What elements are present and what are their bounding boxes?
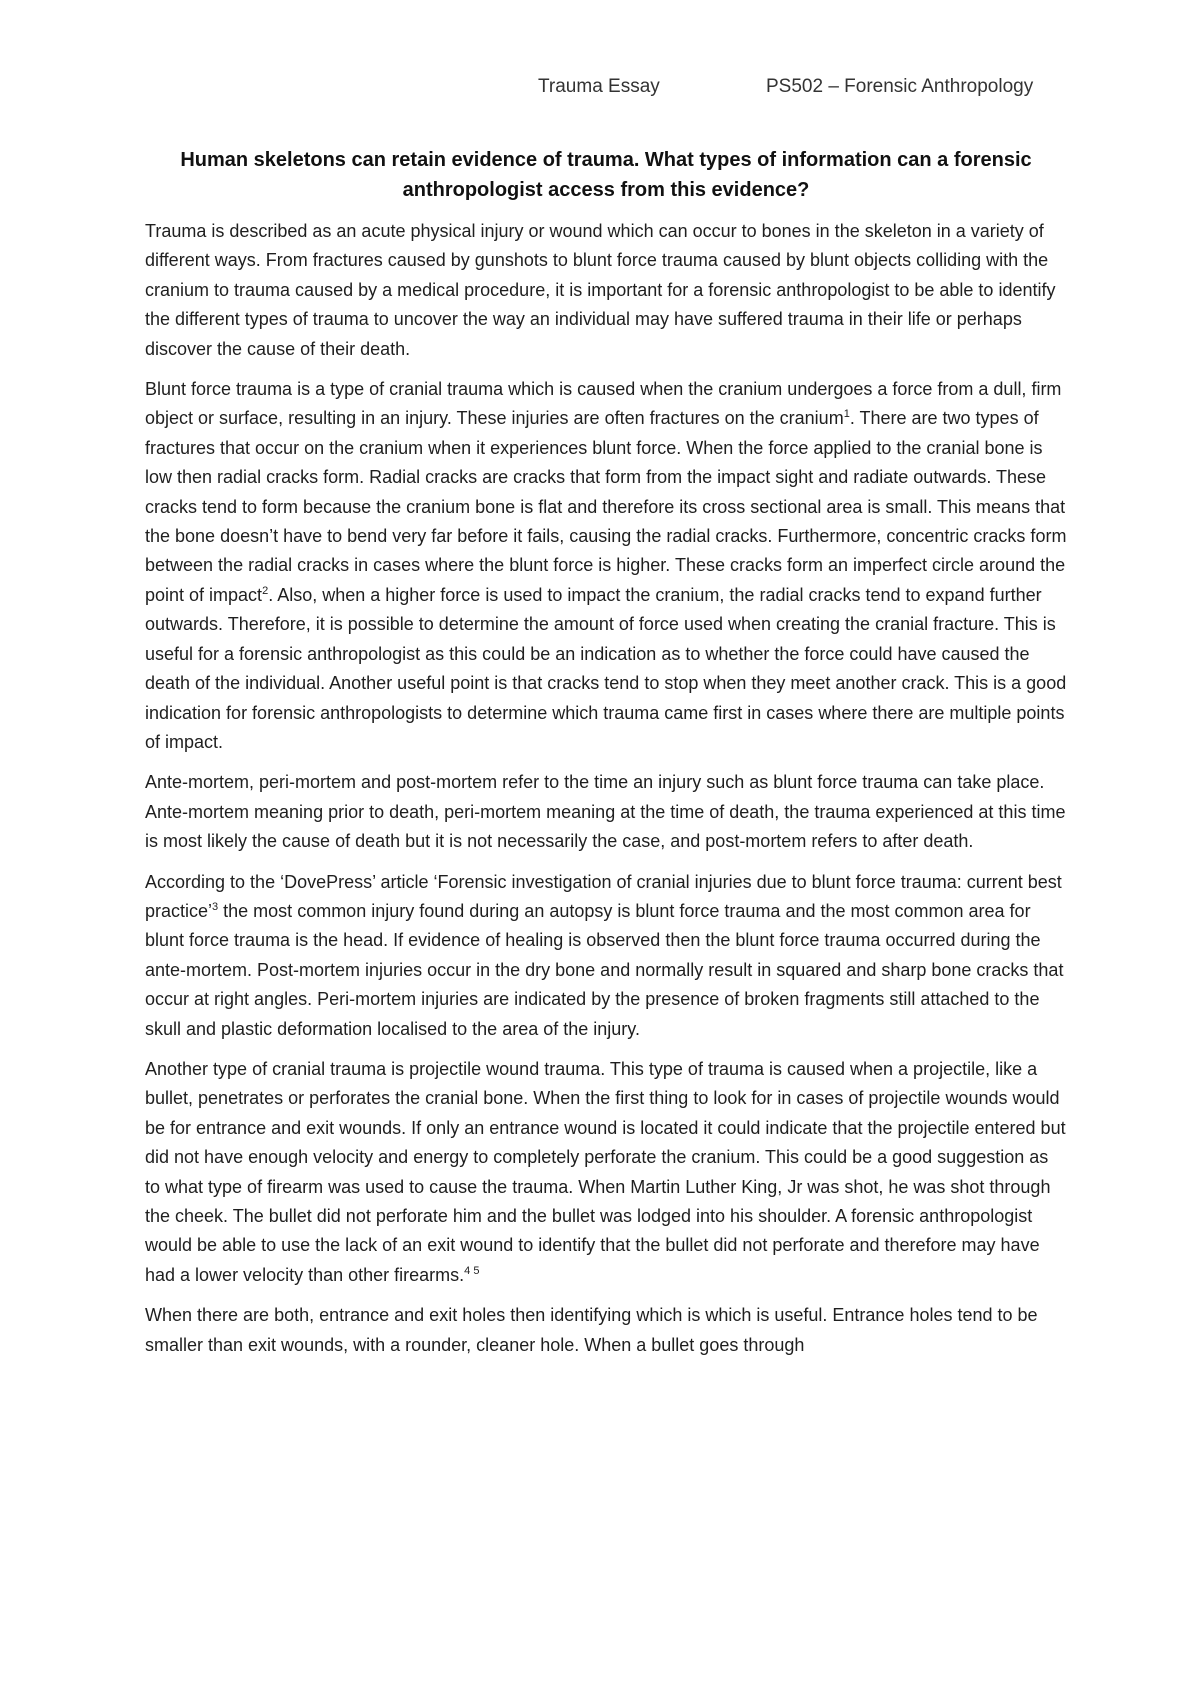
header-essay-title: Trauma Essay xyxy=(538,76,660,97)
page-header xyxy=(0,76,1200,102)
paragraph-projectile xyxy=(145,1055,1067,1290)
paragraph-text: Another type of cranial trauma is projectile wound trauma. This type of trauma is caused when a projectile, like a bullet, penetrates or perforates the cranial bone. When the first thing to look for in cases of projectile wounds would be for entrance and exit wounds. If only an entrance wound is located it could indicate that the projectile entered but did not have enough velocity and energy to completely perforate the cranium. This could be a good suggestion as to what type of firearm was used to cause the trauma. When Martin Luther King, Jr was shot, he was shot through the cheek. The bullet did not perforate him and the bullet was lodged into his shoulder. A forensic anthropologist would be able to use the lack of an exit wound to identify that the bullet did not perforate and therefore may have had a lower velocity than other firearms. xyxy=(145,1058,1066,1285)
paragraph-text: When there are both, entrance and exit holes then identifying which is which is useful. Entrance holes tend to be smaller than exit wounds, with a rounder, cleaner hole. When a bullet goes through xyxy=(145,1305,1038,1355)
footnote-ref: 2 xyxy=(262,584,269,597)
paragraph-text: . Also, when a higher force is used to impact the cranium, the radial cracks tend to expand further outwards. Therefore, it is possible to determine the amount of force used when creating the cranial fracture. This is useful for a forensic anthropologist as this could be an indication as to whether the force could have caused the death of the individual. Another useful point is that cracks tend to stop when they meet another crack. This is a good indication for forensic anthropologists to determine which trauma came first in cases where there are multiple points of impact. xyxy=(145,584,1067,752)
paragraph-entrance-exit xyxy=(145,1301,1067,1360)
footnote-ref: 4 5 xyxy=(464,1264,480,1277)
footnote-ref: 1 xyxy=(843,408,850,421)
paragraph-intro xyxy=(145,217,1067,364)
paragraph-text: Blunt force trauma is a type of cranial trauma which is caused when the cranium undergoes a force from a dull, firm object or surface, resulting in an injury. These injuries are often fractures on the cranium xyxy=(145,379,1062,429)
paragraph-mortem-timing xyxy=(145,768,1067,856)
essay-body xyxy=(145,145,1067,1371)
paragraph-text: According to the ‘DovePress’ article ‘Forensic investigation of cranial injuries due to blunt force trauma: current best practice’ xyxy=(145,871,1062,921)
footnote-ref: 3 xyxy=(212,900,219,913)
paragraph-text: the most common injury found during an autopsy is blunt force trauma and the most common area for blunt force trauma is the head. If evidence of healing is observed then the blunt force trauma occurred during the ante-mortem. Post-mortem injuries occur in the dry bone and normally result in squared and sharp bone cracks that occur at right angles. Peri-mortem injuries are indicated by the presence of broken fragments still attached to the skull and plastic deformation localised to the area of the injury. xyxy=(145,900,1064,1039)
essay-question-title: Human skeletons can retain evidence of trauma. What types of information can a forensic anthropologist access from this evidence? xyxy=(180,149,1032,201)
paragraph-text: Ante-mortem, peri-mortem and post-mortem refer to the time an injury such as blunt force trauma can take place. Ante-mortem meaning prior to death, peri-mortem meaning at the time of death, the trauma experienced at this time is most likely the cause of death but it is not necessarily the case, and post-mortem refers to after death. xyxy=(145,772,1066,852)
paragraph-text: Trauma is described as an acute physical injury or wound which can occur to bones in the skeleton in a variety of different ways. From fractures caused by gunshots to blunt force trauma caused by blunt objects colliding with the cranium to trauma caused by a medical procedure, it is important for a forensic anthropologist to be able to identify the different types of trauma to uncover the way an individual may have suffered trauma in their life or perhaps discover the cause of their death. xyxy=(145,221,1056,359)
paragraph-blunt-force xyxy=(145,375,1067,757)
paragraph-text: . There are two types of fractures that occur on the cranium when it experiences blunt force. When the force applied to the cranial bone is low then radial cracks form. Radial cracks are cracks that form from the impact sight and radiate outwards. These cracks tend to form because the cranium bone is flat and therefore its cross sectional area is small. This means that the bone doesn’t have to bend very far before it fails, causing the radial cracks. Furthermore, concentric cracks form between the radial cracks in cases where the blunt force is higher. These cracks form an imperfect circle around the point of impact xyxy=(145,408,1067,605)
paragraph-dovepress xyxy=(145,868,1067,1044)
header-course-code: PS502 – Forensic Anthropology xyxy=(766,76,1034,97)
